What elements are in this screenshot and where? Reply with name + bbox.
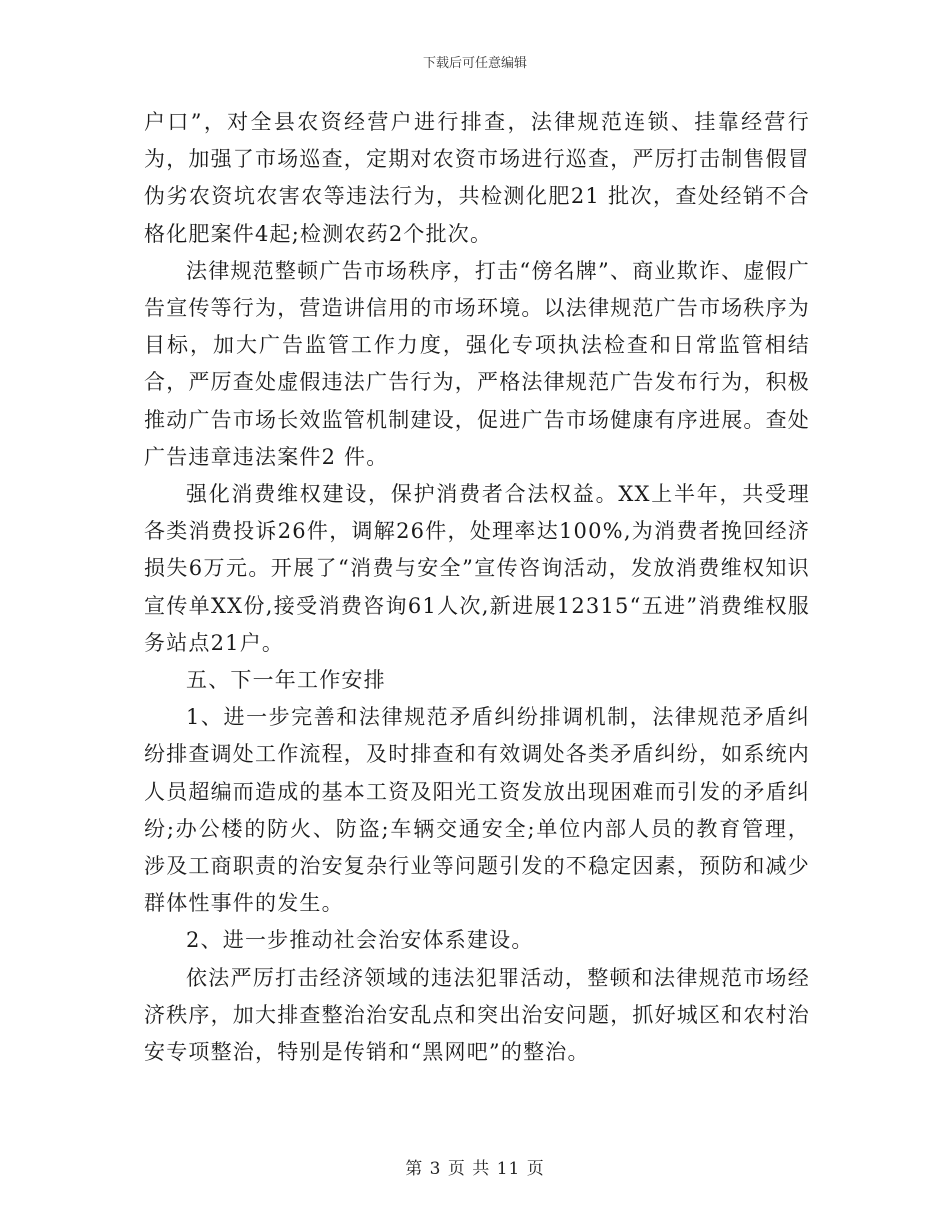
paragraph-4: 1、进一步完善和法律规范矛盾纠纷排调机制，法律规范矛盾纠纷排查调处工作流程，及时排查和有效调处各类矛盾纠纷，如系统内人员超编而造成的基本工资及阳光工资发放出现困难而引发的矛盾纠纷;办公楼的防火、防盗;车辆交通安全;单位内部人员的教育管理，涉及工商职责的治安复杂行业等问题引发的不稳定因素，预防和减少群体性事件的发生。 [144,705,810,916]
document-body [144,104,810,1071]
paragraph-5: 依法严厉打击经济领域的违法犯罪活动，整顿和法律规范市场经济秩序，加大排查整治治安乱点和突出治安问题，抓好城区和农村治安专项整治，特别是传销和“黑网吧”的整治。 [144,965,810,1065]
paragraph-1: 户口”，对全县农资经营户进行排查，法律规范连锁、挂靠经营行为，加强了市场巡查，定期对农资市场进行巡查，严厉打击制售假冒伪劣农资坑农害农等违法行为，共检测化肥21 批次，查处经销不合格化肥案件4起;检测农药2个批次。 [144,110,810,246]
paragraph-2: 法律规范整顿广告市场秩序，打击“傍名牌”、商业欺诈、虚假广告宣传等行为，营造讲信用的市场环境。以法律规范广告市场秩序为目标，加大广告监管工作力度，强化专项执法检查和日常监管相结合，严厉查处虚假违法广告行为，严格法律规范广告发布行为，积极推动广告市场长效监管机制建设，促进广告市场健康有序进展。查处广告违章违法案件2 件。 [144,258,810,469]
page-number: 第 3 页 共 11 页 [405,1159,545,1179]
section-heading: 五、下一年工作安排 [186,668,386,693]
paragraph-3: 强化消费维权建设，保护消费者合法权益。XX上半年，共受理各类消费投诉26件，调解26件，处理率达100%,为消费者挽回经济损失6万元。开展了“消费与安全”宣传咨询活动，发放消费维权知识宣传单XX份,接受消费咨询61人次,新进展12315“五进”消费维权服务站点21户。 [144,482,810,655]
page-header-note: 下载后可任意编辑 [422,56,527,71]
subsection-heading: 2、进一步推动社会治安体系建设。 [186,928,534,953]
